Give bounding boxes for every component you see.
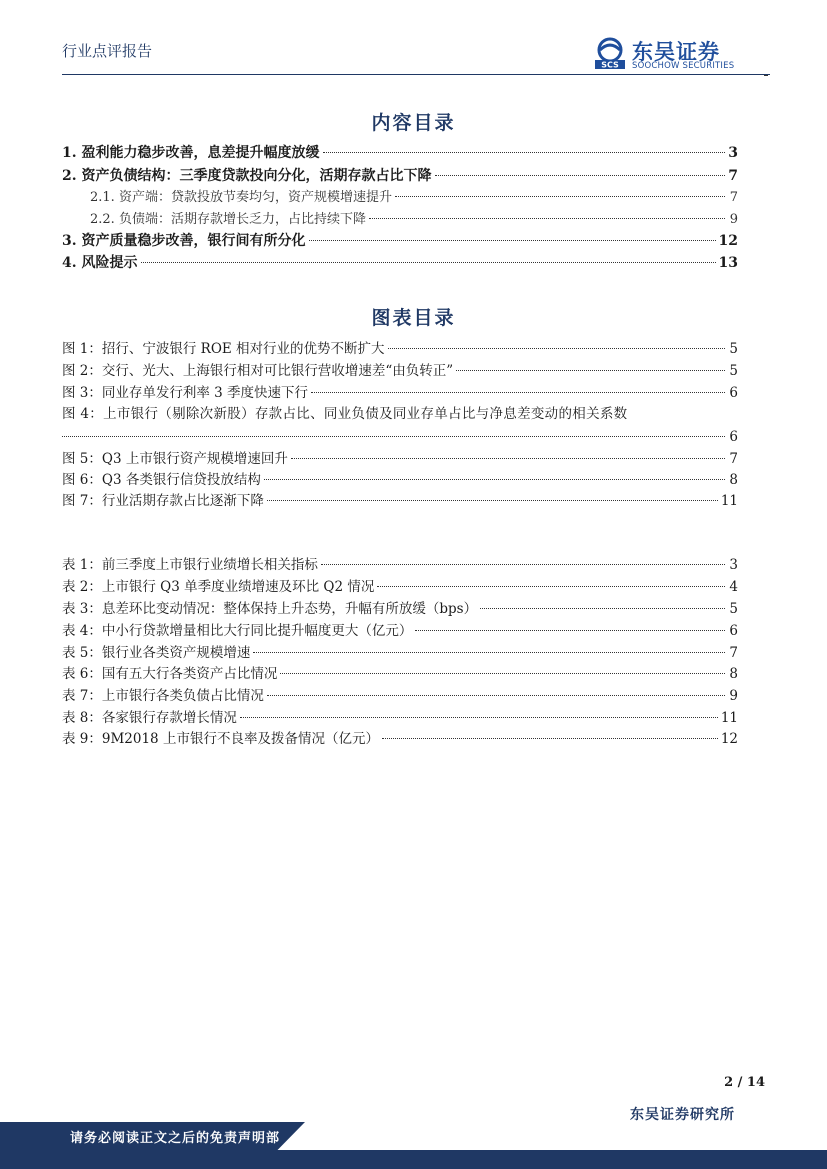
leader-dots	[311, 392, 725, 393]
table-entry-page: 5	[729, 601, 738, 617]
table-entry[interactable]	[62, 686, 738, 707]
leader-dots	[388, 348, 725, 349]
table-entry-page: 3	[729, 557, 738, 573]
table-entry-label: 表 7：上市银行各类负债占比情况	[62, 688, 264, 704]
logo-mark-text: SCS	[601, 60, 619, 70]
table-entry[interactable]	[62, 621, 738, 642]
toc-entry[interactable]	[62, 166, 738, 187]
figure-entry[interactable]	[62, 339, 738, 360]
leader-dots	[382, 738, 718, 739]
page-number: 2 / 14	[724, 1075, 765, 1090]
leader-dots	[267, 500, 718, 501]
toc-entry-page: 7	[728, 168, 738, 184]
figure-entry-label: 图 1：招行、宁波银行 ROE 相对行业的优势不断扩大	[62, 341, 385, 357]
toc-entry-label: 2. 资产负债结构：三季度贷款投向分化，活期存款占比下降	[62, 168, 432, 184]
figure-entry-page: 6	[729, 385, 738, 401]
leader-dots	[323, 152, 726, 153]
toc-entry-label: 2.2. 负债端：活期存款增长乏力，占比持续下降	[90, 212, 366, 227]
leader-dots	[253, 652, 725, 653]
figure-entry-label: 图 2：交行、光大、上海银行相对可比银行营收增速差“由负转正”	[62, 363, 454, 379]
table-entry-page: 7	[729, 645, 738, 661]
table-entry-page: 11	[720, 710, 738, 726]
table-entry[interactable]	[62, 664, 738, 685]
toc-entry[interactable]	[62, 253, 738, 274]
leader-dots	[480, 608, 725, 609]
toc-entry-page: 13	[718, 255, 738, 271]
corner-mark	[764, 75, 768, 76]
toc-entry-page: 7	[729, 190, 738, 205]
header-divider	[62, 74, 770, 75]
table-entry[interactable]	[62, 599, 738, 620]
table-entry-page: 6	[729, 623, 738, 639]
toc-entry-label: 1. 盈利能力稳步改善，息差提升幅度放缓	[62, 145, 320, 161]
table-entry-page: 12	[720, 731, 738, 747]
table-entry[interactable]	[62, 577, 738, 598]
table-entry-label: 表 5：银行业各类资产规模增速	[62, 645, 251, 661]
contents-title: 内容目录	[371, 112, 456, 134]
leader-dots	[369, 218, 725, 219]
figure-entry[interactable]	[62, 404, 738, 425]
report-type-label: 行业点评报告	[62, 42, 153, 60]
leader-dots	[321, 564, 725, 565]
figure-entry-label: 图 6：Q3 各类银行信贷投放结构	[62, 472, 261, 488]
toc-subentry[interactable]	[90, 187, 738, 208]
table-entry-label: 表 3：息差环比变动情况：整体保持上升态势，升幅有所放缓（bps）	[62, 601, 478, 617]
toc-entry-label: 4. 风险提示	[62, 255, 138, 271]
toc-subentry[interactable]	[90, 209, 738, 230]
leader-dots	[240, 717, 718, 718]
table-entry-page: 4	[729, 579, 738, 595]
footer-band	[0, 1150, 827, 1169]
table-entry-label: 表 9：9M2018 上市银行不良率及拨备情况（亿元）	[62, 731, 379, 747]
leader-dots	[377, 586, 725, 587]
figure-entry-label: 图 3：同业存单发行利率 3 季度快速下行	[62, 385, 309, 401]
leader-dots	[267, 695, 725, 696]
figure-entry-page: 11	[720, 493, 738, 509]
figure-entry-page: 7	[729, 451, 738, 467]
table-entry-label: 表 4：中小行贷款增量相比大行同比提升幅度更大（亿元）	[62, 623, 413, 639]
toc-entry-page: 12	[718, 233, 738, 249]
toc-entry-label: 3. 资产质量稳步改善，银行间有所分化	[62, 233, 306, 249]
toc-entry-label: 2.1. 资产端：贷款投放节奏均匀，资产规模增速提升	[90, 190, 392, 205]
table-entry-page: 8	[729, 666, 738, 682]
table-entry[interactable]	[62, 643, 738, 664]
figure-entry-page: 8	[729, 472, 738, 488]
leader-dots	[280, 673, 725, 674]
table-entry-page: 9	[729, 688, 738, 704]
table-entry[interactable]	[62, 555, 738, 576]
leader-dots	[395, 196, 725, 197]
leader-dots	[141, 262, 716, 263]
toc-entry[interactable]	[62, 231, 738, 252]
figure-entry[interactable]	[62, 449, 738, 470]
table-entry-label: 表 2：上市银行 Q3 单季度业绩增速及环比 Q2 情况	[62, 579, 375, 595]
figure-entry-label: 图 4：上市银行（剔除次新股）存款占比、同业负债及同业存单占比与净息差变动的相关系数	[62, 406, 628, 422]
scs-logo-icon	[592, 36, 628, 72]
leader-dots	[264, 479, 725, 480]
figure-entry[interactable]	[62, 383, 738, 404]
figure-entry-label: 图 5：Q3 上市银行资产规模增速回升	[62, 451, 288, 467]
figure-entry[interactable]	[62, 491, 738, 512]
figure-entry-continuation[interactable]	[62, 427, 738, 448]
toc-entry[interactable]	[62, 143, 738, 164]
toc-entry-page: 3	[728, 145, 738, 161]
institute-name: 东吴证券研究所	[630, 1107, 735, 1123]
figure-entry[interactable]	[62, 470, 738, 491]
leader-dots	[456, 370, 725, 371]
logo-chinese-name: 东吴证券	[632, 40, 720, 64]
table-entry[interactable]	[62, 708, 738, 729]
figure-entry-page: 5	[729, 341, 738, 357]
table-entry-label: 表 6：国有五大行各类资产占比情况	[62, 666, 278, 682]
footer-disclaimer: 请务必阅读正文之后的免责声明部	[70, 1131, 281, 1146]
table-entry-label: 表 8：各家银行存款增长情况	[62, 710, 237, 726]
toc-entry-page: 9	[729, 212, 738, 227]
table-entry-label: 表 1：前三季度上市银行业绩增长相关指标	[62, 557, 318, 573]
leader-dots	[62, 436, 725, 437]
leader-dots	[435, 175, 726, 176]
table-entry[interactable]	[62, 729, 738, 750]
figure-entry-page: 5	[729, 363, 738, 379]
logo-english-name: SOOCHOW SECURITIES	[632, 61, 735, 71]
leader-dots	[309, 240, 716, 241]
leader-dots	[291, 458, 725, 459]
figure-entry-label: 图 7：行业活期存款占比逐渐下降	[62, 493, 264, 509]
company-logo	[592, 36, 762, 72]
figure-entry[interactable]	[62, 361, 738, 382]
leader-dots	[415, 630, 725, 631]
figures-title: 图表目录	[371, 307, 456, 329]
figure-entry-page: 6	[729, 429, 738, 445]
